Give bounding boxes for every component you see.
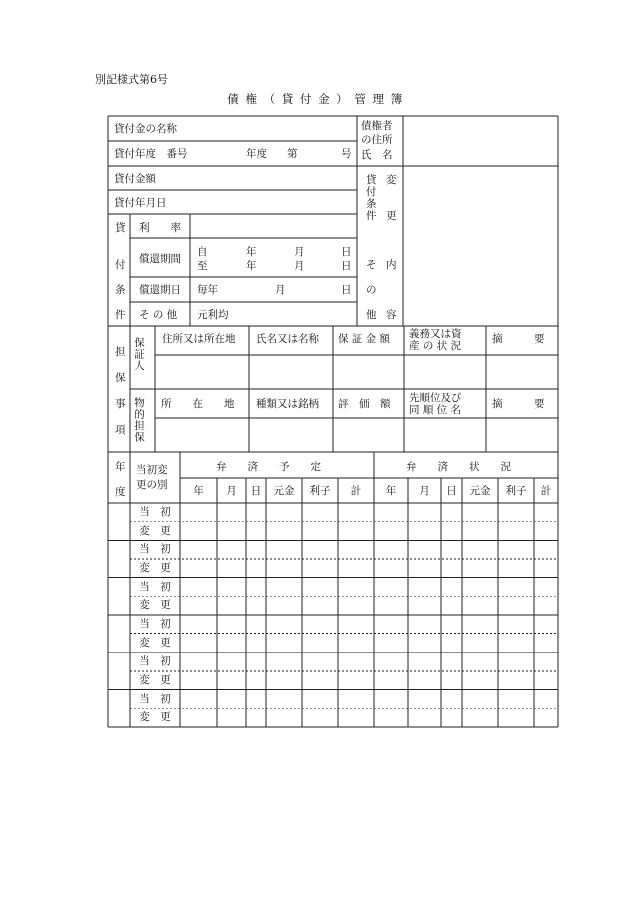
row-label-initial: 当 初 [139,580,171,593]
row-label-change: 変 更 [139,599,171,612]
guarantor-col-duty-1: 義務又は資 [409,328,462,340]
rate-label: 利 率 [139,222,181,234]
initial-change-1: 当初変 [136,464,168,476]
loan-date-label: 貸付年月日 [114,197,167,209]
guarantor-col-name: 氏名又は名称 [256,333,319,345]
sec-side-4: 項 [115,424,126,436]
collateral-col-value: 評 価 額 [338,398,391,410]
repayment-subcol-4: 利子 [309,485,331,497]
sec-side-3: 事 [115,398,126,410]
guarantor-col-duty-2: 産 の 状 況 [409,340,462,352]
change-no: の [366,284,377,296]
creditor-label-3: 氏 名 [361,149,393,161]
form-code: 別記様式第6号 [95,73,168,86]
repayment-plan-label: 弁 済 予 定 [216,461,321,473]
collateral-col-type: 種類又は銘柄 [256,398,319,410]
cond-side-3: 条 [115,284,126,296]
repayment-subcol-3: 元金 [273,485,295,497]
change-kou: 更 [386,210,397,222]
repayment-subcol-7: 月 [419,485,430,497]
repayment-subcol-1: 月 [226,485,237,497]
sec-side-1: 担 [115,346,126,358]
due-hi: 日 [341,284,352,296]
guarantor-col-address: 住所又は所在地 [162,333,236,345]
row-label-initial: 当 初 [139,506,171,518]
change-tsuke: 付 [366,186,377,198]
sec-side-2: 保 [115,372,126,384]
guarantor-col-remarks: 摘 要 [492,333,545,345]
collateral-col-prior-1: 先順位及び [409,392,462,404]
cond-side-2: 付 [115,259,126,271]
row-label-change: 変 更 [139,561,171,574]
row-label-initial: 当 初 [139,543,171,556]
from-tsuki: 月 [294,246,305,258]
creditor-label-1: 債権者 [361,120,393,132]
due-label: 償還期日 [139,284,181,296]
repayment-subcol-0: 年 [193,485,204,497]
to-hi: 日 [341,260,352,272]
row-label-initial: 当 初 [139,692,171,705]
cond-side-1: 貸 [115,222,126,234]
row-label-initial: 当 初 [139,655,171,668]
loan-amount-label: 貸付金額 [114,173,156,185]
repayment-subcol-8: 日 [446,485,457,497]
from-nen: 年 [246,246,257,258]
dai-label: 第 [287,148,298,160]
repayment-subcol-10: 利子 [505,485,527,497]
page-title: 債 権 （ 貸 付 金 ） 管 理 簿 [227,92,403,106]
change-ta: 他 [366,309,377,321]
repayment-subcol-5: 計 [350,485,362,497]
to-nen: 年 [246,260,257,272]
every-year: 毎年 [197,284,218,296]
row-label-change: 変 更 [139,711,171,724]
change-hen: 変 [386,174,397,186]
from-hi: 日 [341,246,352,258]
change-nai: 内 [386,259,397,271]
due-tsuki: 月 [275,284,286,296]
cond-side-4: 件 [115,309,126,321]
to-label: 至 [197,260,208,272]
collateral-col-location: 所 在 地 [161,398,235,410]
year-label: 年度 [246,148,267,160]
repayment-subcol-9: 元金 [469,485,491,497]
repayment-subcol-11: 計 [540,485,552,497]
row-label-change: 変 更 [139,524,171,537]
loan-year-label: 貸付年度 番号 [114,148,188,160]
loan-name-label: 貸付金の名称 [114,123,177,135]
collateral-col-remarks: 摘 要 [492,398,545,410]
guarantor-col-amount: 保 証 金 額 [338,333,391,345]
change-ken: 件 [366,210,377,222]
change-jo: 条 [366,198,377,210]
other-label: そ の 他 [139,309,178,321]
period-label: 償還期間 [139,253,181,265]
row-label-initial: 当 初 [139,617,171,630]
change-you: 容 [386,309,397,321]
year-col-2: 度 [115,486,126,498]
row-label-change: 変 更 [139,673,171,686]
repayment-subcol-2: 日 [250,485,262,497]
go-label: 号 [341,148,352,160]
change-kashi: 貸 [366,174,377,186]
to-tsuki: 月 [294,260,305,272]
from-label: 自 [197,246,208,258]
other-value: 元利均 [197,309,229,321]
collateral-label: 物的担保 [133,397,145,443]
creditor-label-2: の住所 [361,134,393,146]
change-sono: そ [366,259,377,271]
repayment-subcol-6: 年 [385,485,397,497]
collateral-col-prior-2: 同 順 位 名 [409,404,462,416]
repayment-status-label: 弁 済 状 況 [406,461,511,473]
year-col-1: 年 [115,461,126,473]
guarantor-label: 保証人 [133,337,145,372]
initial-change-2: 更の別 [136,479,168,491]
row-label-change: 変 更 [139,636,171,649]
